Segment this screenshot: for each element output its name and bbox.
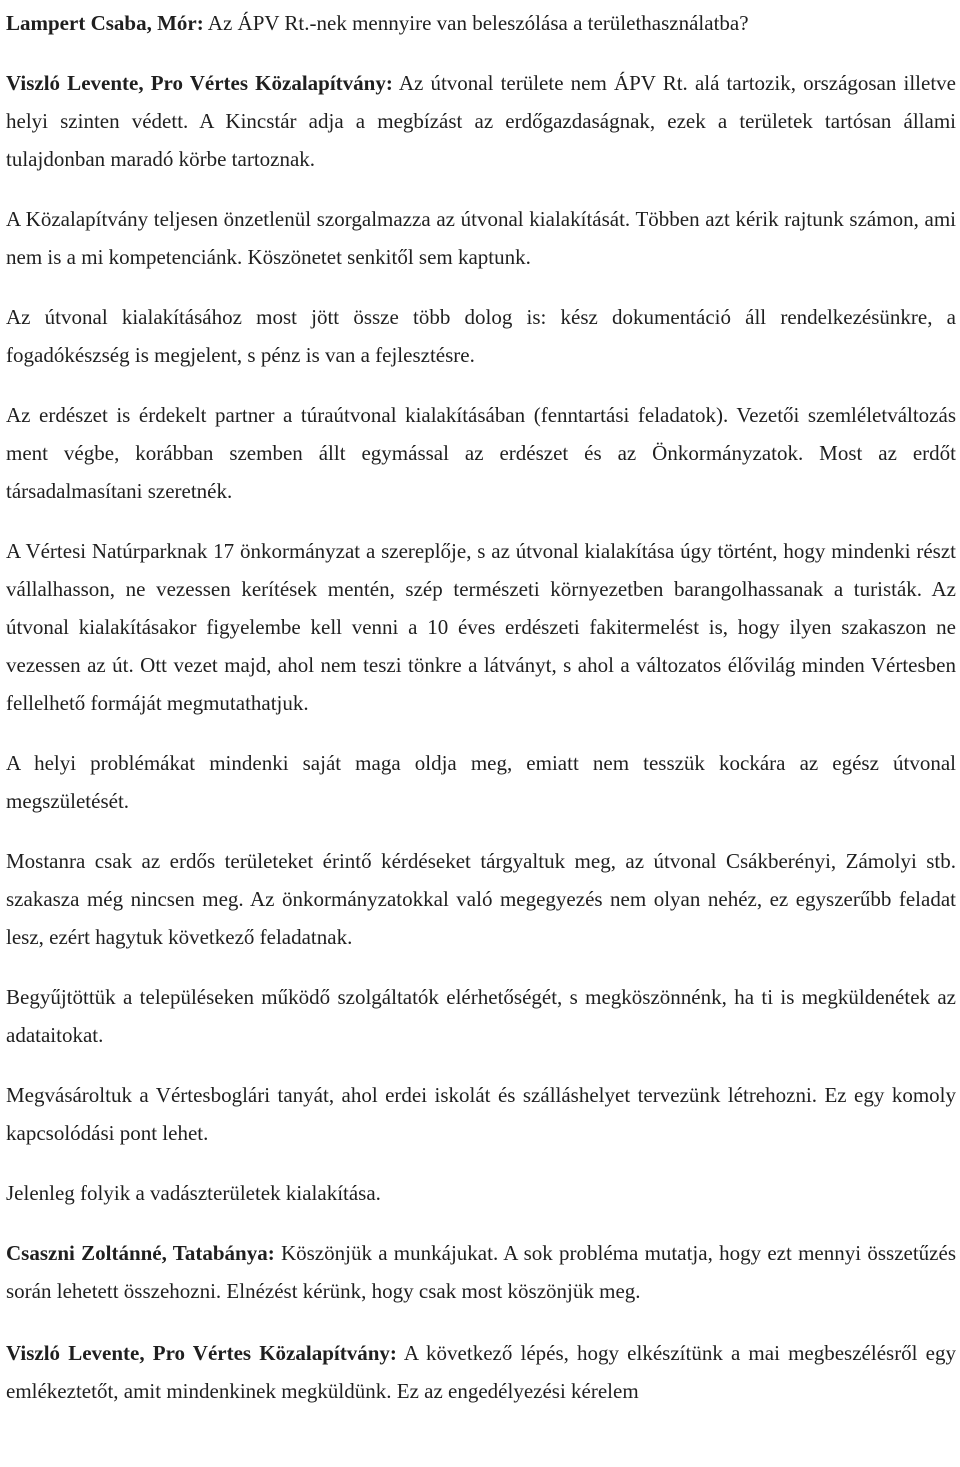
speaker-name: Csaszni Zoltánné, Tatabánya: xyxy=(6,1241,275,1265)
paragraph-text: A Közalapítvány teljesen önzetlenül szorgalmazza az útvonal kialakítását. Többen azt kérik rajtunk számon, ami nem is a mi kompetenciánk. Köszönetet senkitől sem kaptunk. xyxy=(6,207,956,269)
paragraph-text: Az erdészet is érdekelt partner a túraútvonal kialakításában (fenntartási feladatok). Vezetői szemléletváltozás ment végbe, korábban szemben állt egymással az erdészet és az Önkormányzatok. Most az erdőt társadalmasítani szeretnék. xyxy=(6,403,956,503)
paragraph-text: Begyűjtöttük a településeken működő szolgáltatók elérhetőségét, s megköszönnénk, ha ti is megküldenétek az adataitokat. xyxy=(6,985,956,1047)
paragraph-text: Az ÁPV Rt.-nek mennyire van beleszólása a területhasználatba? xyxy=(203,11,749,35)
paragraph-text: Megvásároltuk a Vértesboglári tanyát, ahol erdei iskolát és szálláshelyet tervezünk létrehozni. Ez egy komoly kapcsolódási pont lehet. xyxy=(6,1083,956,1145)
speaker-name: Viszló Levente, Pro Vértes Közalapítvány: xyxy=(6,1341,397,1365)
paragraph-11 xyxy=(6,1174,956,1212)
paragraph-6 xyxy=(6,532,956,722)
paragraph-text: Az útvonal kialakításához most jött össze több dolog is: kész dokumentáció áll rendelkezésünkre, a fogadókészség is megjelent, s pénz is van a fejlesztésre. xyxy=(6,305,956,367)
speaker-name: Viszló Levente, Pro Vértes Közalapítvány: xyxy=(6,71,393,95)
paragraph-text: Köszönjük a munkájukat. A sok probléma mutatja, hogy ezt mennyi összetűzés során lehetett összehozni. Elnézést kérünk, hogy csak most köszönjük meg. xyxy=(6,1241,956,1303)
speaker-name: Lampert Csaba, Mór: xyxy=(6,11,204,35)
paragraph-9 xyxy=(6,978,956,1054)
paragraph-10 xyxy=(6,1076,956,1152)
paragraph-text: Mostanra csak az erdős területeket érintő kérdéseket tárgyaltuk meg, az útvonal Csákberényi, Zámolyi stb. szakasza még nincsen meg. Az önkormányzatokkal való megegyezés nem olyan nehéz, ez egyszerűbb feladat lesz, ezért hagytuk következő feladatnak. xyxy=(6,849,956,949)
paragraph-12 xyxy=(6,1234,956,1310)
paragraph-1 xyxy=(6,4,956,42)
paragraph-text: Jelenleg folyik a vadászterületek kialakítása. xyxy=(6,1181,381,1205)
paragraph-3 xyxy=(6,200,956,276)
paragraph-text: A helyi problémákat mindenki saját maga oldja meg, emiatt nem tesszük kockára az egész útvonal megszületését. xyxy=(6,751,956,813)
paragraph-4 xyxy=(6,298,956,374)
paragraph-text: Az útvonal területe nem ÁPV Rt. alá tartozik, országosan illetve helyi szinten védett. A Kincstár adja a megbízást az erdőgazdaságnak, ezek a területek tartósan állami tulajdonban maradó körbe tartoznak. xyxy=(6,71,956,171)
paragraph-text: A következő lépés, hogy elkészítünk a mai megbeszélésről egy emlékeztetőt, amit mindenkinek megküldünk. Ez az engedélyezési kérelem xyxy=(6,1341,956,1403)
paragraph-7 xyxy=(6,744,956,820)
paragraph-5 xyxy=(6,396,956,510)
paragraph-2 xyxy=(6,64,956,178)
paragraph-text: A Vértesi Natúrparknak 17 önkormányzat a szereplője, s az útvonal kialakítása úgy történt, hogy mindenki részt vállalhasson, ne vezessen kerítések mentén, szép természeti környezetben barangolhassanak a turisták. Az útvonal kialakításakor figyelembe kell venni a 10 éves erdészeti fakitermelést is, hogy ilyen szakaszon ne vezessen az út. Ott vezet majd, ahol nem teszi tönkre a látványt, s ahol a változatos élővilág minden Vértesben fellelhető formáját megmutathatjuk. xyxy=(6,539,956,715)
paragraph-8 xyxy=(6,842,956,956)
paragraph-13 xyxy=(6,1334,956,1410)
